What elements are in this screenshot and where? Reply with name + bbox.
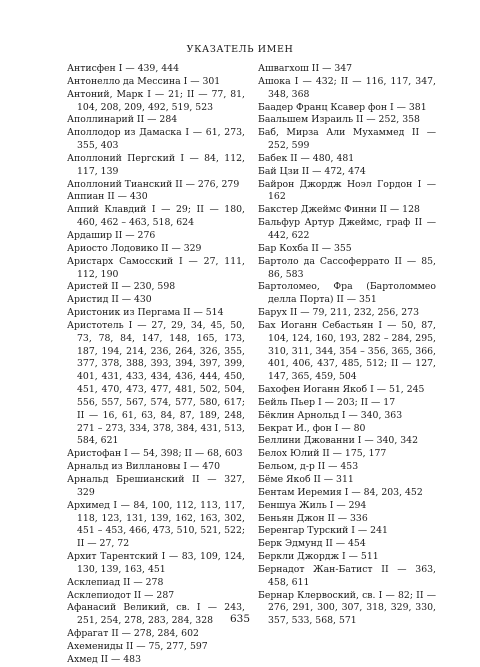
index-entry: Аполлодор из Дамаска I — 61, 273, 355, 403	[67, 127, 245, 152]
index-entry: Аппиан II — 430	[67, 191, 148, 203]
index-entry: Аристей II — 230, 598	[67, 281, 176, 293]
index-entry: Бальфур Артур Джеймс, граф II — 442, 622	[258, 217, 436, 241]
index-entry: Беншуа Жиль I — 294	[258, 499, 367, 511]
index-entry: Аппий Клавдий I — 29; II — 180, 460, 462 – 463, 518, 624	[67, 204, 245, 229]
index-entry: Аристофан I — 54, 398; II — 68, 603	[67, 448, 243, 460]
index-entry: Афанасий Великий, св. I — 243, 251, 254, 278, 283, 284, 328	[67, 602, 245, 627]
index-entry: Антонелло да Мессина I — 301	[67, 75, 221, 87]
index-entry: Аристид II — 430	[67, 294, 152, 306]
index-entry: Бейль Пьер I — 203; II — 17	[258, 396, 396, 408]
index-entry: Ардашир II — 276	[67, 229, 156, 241]
index-entry: Бёме Якоб II — 311	[258, 474, 354, 485]
index-entry: Аристарх Самосский I — 27, 111, 112, 190	[67, 255, 245, 280]
index-entry: Бекрат И., фон I — 80	[258, 422, 366, 434]
index-entry: Асклепиад II — 278	[67, 576, 164, 588]
index-entry: Аристотель I — 27, 29, 34, 45, 50, 73, 78, 84, 147, 148, 165, 173, 187, 194, 214, 236, 264, 326, 355, 377, 378, 388, 393, 394, 397, 399, 401, 431, 433, 434, 436, 444, 450, 451, 470, 473, 477, 481, 502, 504, 556, 557, 567, 574, 577, 580, 617; II — 16, 61, 63, 84, 87, 189, 248, 271 – 273, 334, 378, 384, 431, 513, 584, 621	[67, 319, 245, 447]
index-entry: Асклепиодот II — 287	[67, 589, 175, 601]
index-entry: Баб, Мирза Али Мухаммед II — 252, 599	[258, 127, 436, 152]
index-entry: Бернадот Жан-Батист II — 363, 458, 611	[258, 563, 436, 588]
index-column-left	[67, 63, 245, 667]
index-entry: Арнальд из Виллановы I — 470	[67, 461, 220, 473]
index-entry: Бернар Клервоский, св. I — 82; II — 276, 291, 300, 307, 318, 329, 330, 357, 533, 568, 571	[258, 589, 436, 627]
index-entry: Ашока I — 432; II — 116, 117, 347, 348, 368	[258, 75, 436, 100]
index-entry: Аполлоний Пергский I — 84, 112, 117, 139	[67, 152, 245, 177]
index-entry: Беллини Джованни I — 340, 342	[258, 435, 418, 447]
page-number: 635	[229, 613, 251, 625]
index-column-right	[258, 63, 436, 628]
index-entry: Байрон Джордж Ноэл Гордон I — 162	[258, 178, 436, 203]
index-entry: Архит Тарентский I — 83, 109, 124, 130, 139, 163, 451	[67, 551, 245, 575]
index-entry: Баальшем Израиль II — 252, 358	[258, 114, 420, 126]
index-entry: Аристоник из Пергама II — 514	[67, 307, 224, 319]
index-entry: Беньян Джон II — 336	[258, 512, 368, 524]
index-entry: Ахемениды II — 75, 277, 597	[67, 640, 208, 652]
index-entry: Бартоло да Сассоферрато II — 85, 86, 583	[258, 255, 436, 280]
index-entry: Ариосто Лодовико II — 329	[67, 242, 202, 254]
index-entry: Ахмед II — 483	[67, 653, 141, 665]
index-entry: Бахофен Иоганн Якоб I — 51, 245	[258, 384, 425, 396]
index-entry: Антисфен I — 439, 444	[67, 63, 179, 74]
index-entry: Бентам Иеремия I — 84, 203, 452	[258, 486, 423, 498]
index-entry: Баадер Франц Ксавер фон I — 381	[258, 101, 427, 113]
index-entry: Бай Цзи II — 472, 474	[258, 165, 366, 177]
index-entry: Беркли Джордж I — 511	[258, 551, 379, 563]
index-entry: Бабек II — 480, 481	[258, 152, 355, 164]
index-entry: Аполлоний Тианский II — 276, 279	[67, 178, 240, 190]
index-entry: Аполлинарий II — 284	[67, 114, 178, 126]
index-entry: Бакстер Джеймс Финни II — 128	[258, 204, 420, 216]
index-entry: Бёклин Арнольд I — 340, 363	[258, 409, 403, 421]
index-entry: Ашвагхош II — 347	[258, 63, 353, 74]
index-entry: Архимед I — 84, 100, 112, 113, 117, 118, 123, 131, 139, 162, 163, 302, 451 – 453, 466, 473, 510, 521, 522; II — 27, 72	[67, 499, 245, 550]
index-entry: Беренгар Турский I — 241	[258, 525, 388, 537]
index-entry: Арнальд Брешианский II — 327, 329	[67, 474, 245, 498]
index-entry: Бельом, д-р II — 453	[258, 461, 359, 473]
index-entry: Барух II — 79, 211, 232, 256, 273	[258, 307, 419, 319]
running-header: УКАЗАТЕЛЬ ИМЕН	[186, 44, 294, 55]
index-entry: Антоний, Марк I — 21; II — 77, 81, 104, 208, 209, 492, 519, 523	[67, 88, 245, 113]
index-entry: Афрагат II — 278, 284, 602	[67, 628, 199, 640]
index-entry: Белох Юлий II — 175, 177	[258, 448, 387, 460]
index-entry: Бах Иоганн Себастьян I — 50, 87, 104, 124, 160, 193, 282 – 284, 295, 310, 311, 344, 354 – 356, 365, 366, 401, 406, 437, 485, 512; II — 127, 147, 365, 459, 504	[258, 319, 436, 383]
index-entry: Бартоломео, Фра (Бартоломмео делла Порта) II — 351	[258, 281, 436, 306]
index-entry: Берк Эдмунд II — 454	[258, 538, 366, 550]
index-entry: Бар Кохба II — 355	[258, 242, 352, 254]
